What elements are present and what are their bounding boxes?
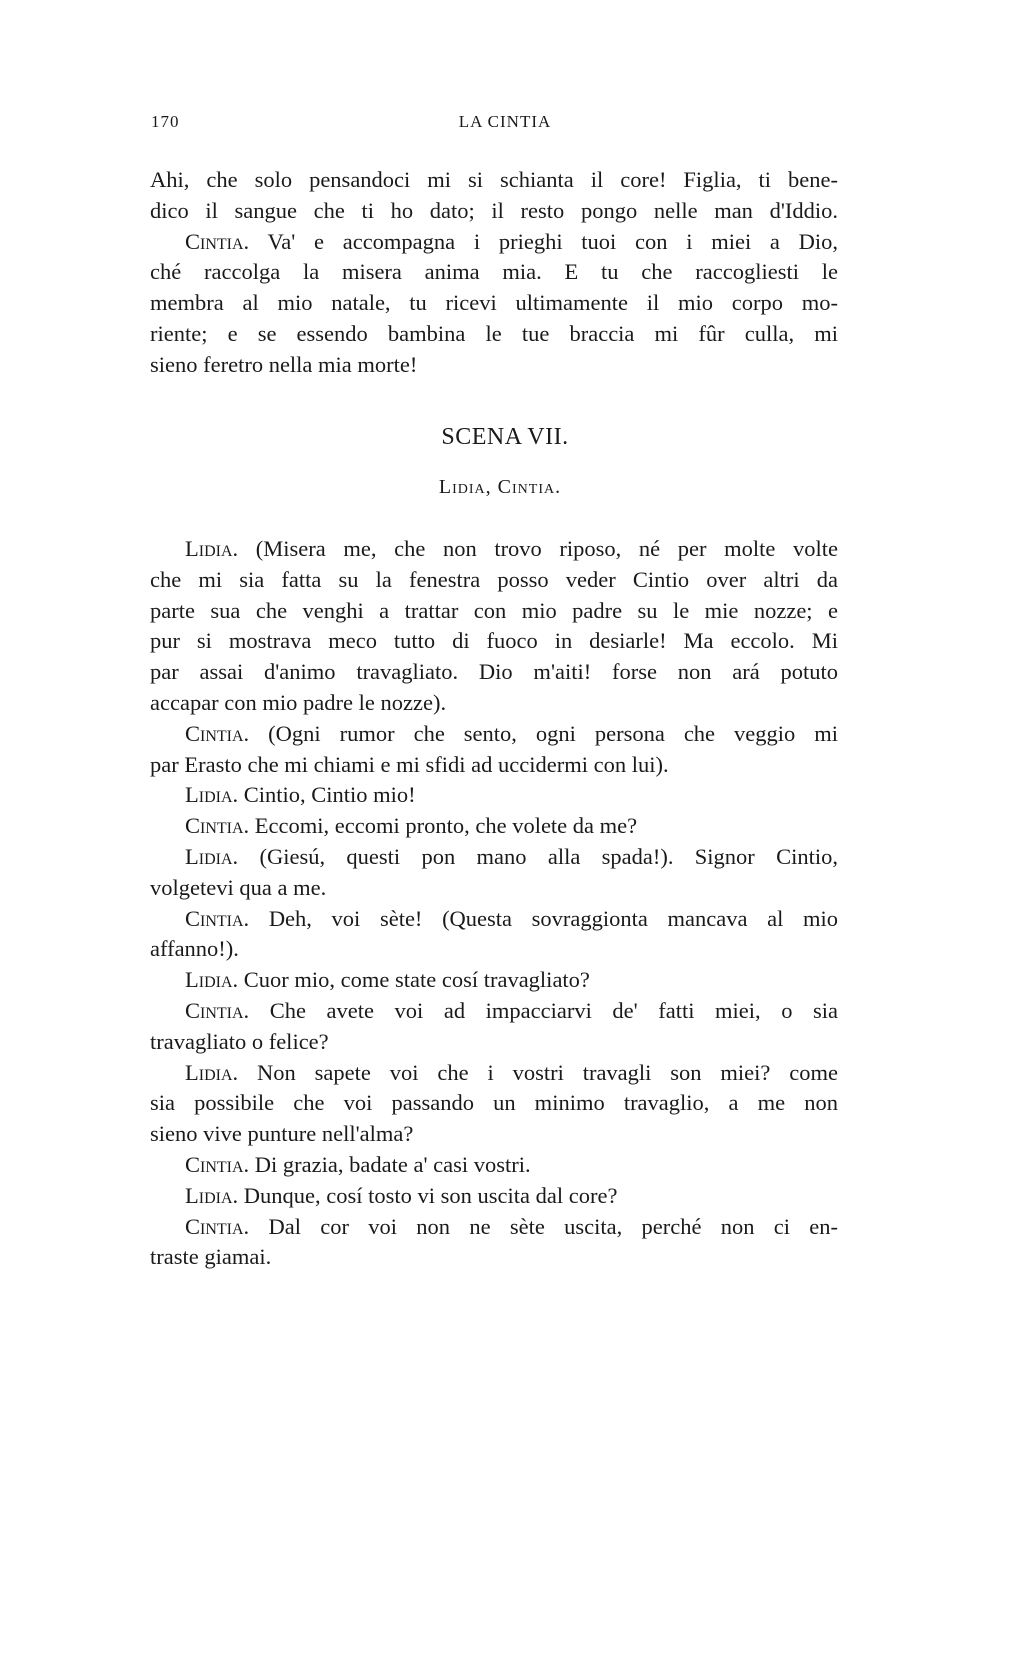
line-text: Non sapete voi che i vostri travagli son miei? come [257,1059,838,1085]
line-text: Cuor mio, come state cosí travagliato? [243,967,590,993]
line-text: travagliato o felice? [150,1028,329,1054]
line-text: riente; e se essendo bambina le tue braccia mi fûr culla, mi [150,320,838,346]
dialogue-line [150,534,838,565]
dialogue-line [150,811,838,842]
text-line [150,1242,838,1273]
text-line [150,1088,838,1119]
line-text: par assai d'animo travagliato. Dio m'aiti! forse non ará potuto [150,659,838,685]
speaker-name: Lidia. [185,1182,239,1208]
dialogue-line [150,1150,838,1181]
speaker-name: Cintia. [185,228,250,254]
line-text: ché raccolga la misera anima mia. E tu che raccogliesti le [150,259,838,285]
text-line [150,1027,838,1058]
running-title: LA CINTIA [458,112,552,131]
text-line [150,750,838,781]
scene-title: SCENA VII. [441,424,569,450]
text-line [150,873,838,904]
line-text: (Ogni rumor che sento, ogni persona che veggio mi [268,720,838,746]
line-text: che mi sia fatta su la fenestra posso veder Cintio over altri da [150,566,838,592]
line-text: (Giesú, questi pon mano alla spada!). Signor Cintio, [259,843,838,869]
speaker-name: Cintia. [185,905,250,931]
line-text: Ahi, che solo pensandoci mi si schianta il core! Figlia, ti bene- [150,167,838,192]
text-block-top [150,165,838,381]
line-text: affanno!). [150,936,239,962]
text-line [150,626,838,657]
line-text: sia possibile che voi passando un minimo travaglio, a me non [150,1090,838,1116]
speaker-name: Cintia. [185,813,250,839]
speaker-name: Lidia. [185,967,239,993]
text-line [150,257,838,288]
speaker-name: Cintia. [185,720,250,746]
speaker-name: Lidia. [185,1059,239,1085]
line-text: sieno feretro nella mia morte! [150,351,418,377]
text-line [150,288,838,319]
line-text: dico il sangue che ti ho dato; il resto pongo nelle man d'Iddio. [150,197,838,223]
text-line [150,934,838,965]
text-block-dialogue [150,534,838,1273]
line-text: Dal cor voi non ne sète uscita, perché non ci en- [268,1213,839,1239]
speaker-name: Lidia. [185,782,239,808]
text-line [150,350,838,381]
dialogue-line [150,996,838,1027]
scene-characters: Lidia, Cintia. [438,476,562,498]
dialogue-line [150,904,838,935]
line-text: Eccomi, eccomi pronto, che volete da me? [254,813,638,839]
line-text: Va' e accompagna i prieghi tuoi con i miei a Dio, [267,228,839,254]
line-text: accapar con mio padre le nozze). [150,689,447,715]
text-line [150,565,838,596]
text-line [150,319,838,350]
dialogue-line [150,1181,838,1212]
dialogue-line [150,780,838,811]
dialogue-line [150,965,838,996]
dialogue-line [150,227,838,258]
line-text: (Misera me, che non trovo riposo, né per molte volte [255,536,838,561]
dialogue-line [150,1058,838,1089]
text-line [150,688,838,719]
text-line [150,657,838,688]
text-line [150,196,838,227]
line-text: sieno vive punture nell'alma? [150,1121,414,1147]
line-text: Deh, voi sète! (Questa sovraggionta mancava al mio [268,905,839,931]
line-text: membra al mio natale, tu ricevi ultimamente il mio corpo mo- [150,290,838,316]
dialogue-line [150,1212,838,1243]
line-text: Cintio, Cintio mio! [243,782,416,808]
line-text: par Erasto che mi chiami e mi sfidi ad uccidermi con lui). [150,751,669,777]
line-text: traste giamai. [150,1244,272,1270]
page-number: 170 [151,112,180,131]
line-text: pur si mostrava meco tutto di fuoco in desiarle! Ma eccolo. Mi [150,628,838,654]
text-line [150,596,838,627]
speaker-name: Cintia. [185,1151,250,1177]
text-line [150,1119,838,1150]
text-line [150,165,838,196]
speaker-name: Cintia. [185,1213,250,1239]
line-text: Che avete voi ad impacciarvi de' fatti miei, o sia [269,997,838,1023]
dialogue-line [150,842,838,873]
speaker-name: Cintia. [185,997,250,1023]
dialogue-line [150,719,838,750]
line-text: Di grazia, badate a' casi vostri. [254,1151,531,1177]
speaker-name: Lidia. [185,536,239,561]
line-text: volgetevi qua a me. [150,874,327,900]
line-text: parte sua che venghi a trattar con mio padre su le mie nozze; e [150,597,838,623]
line-text: Dunque, cosí tosto vi son uscita dal core? [243,1182,618,1208]
speaker-name: Lidia. [185,843,239,869]
